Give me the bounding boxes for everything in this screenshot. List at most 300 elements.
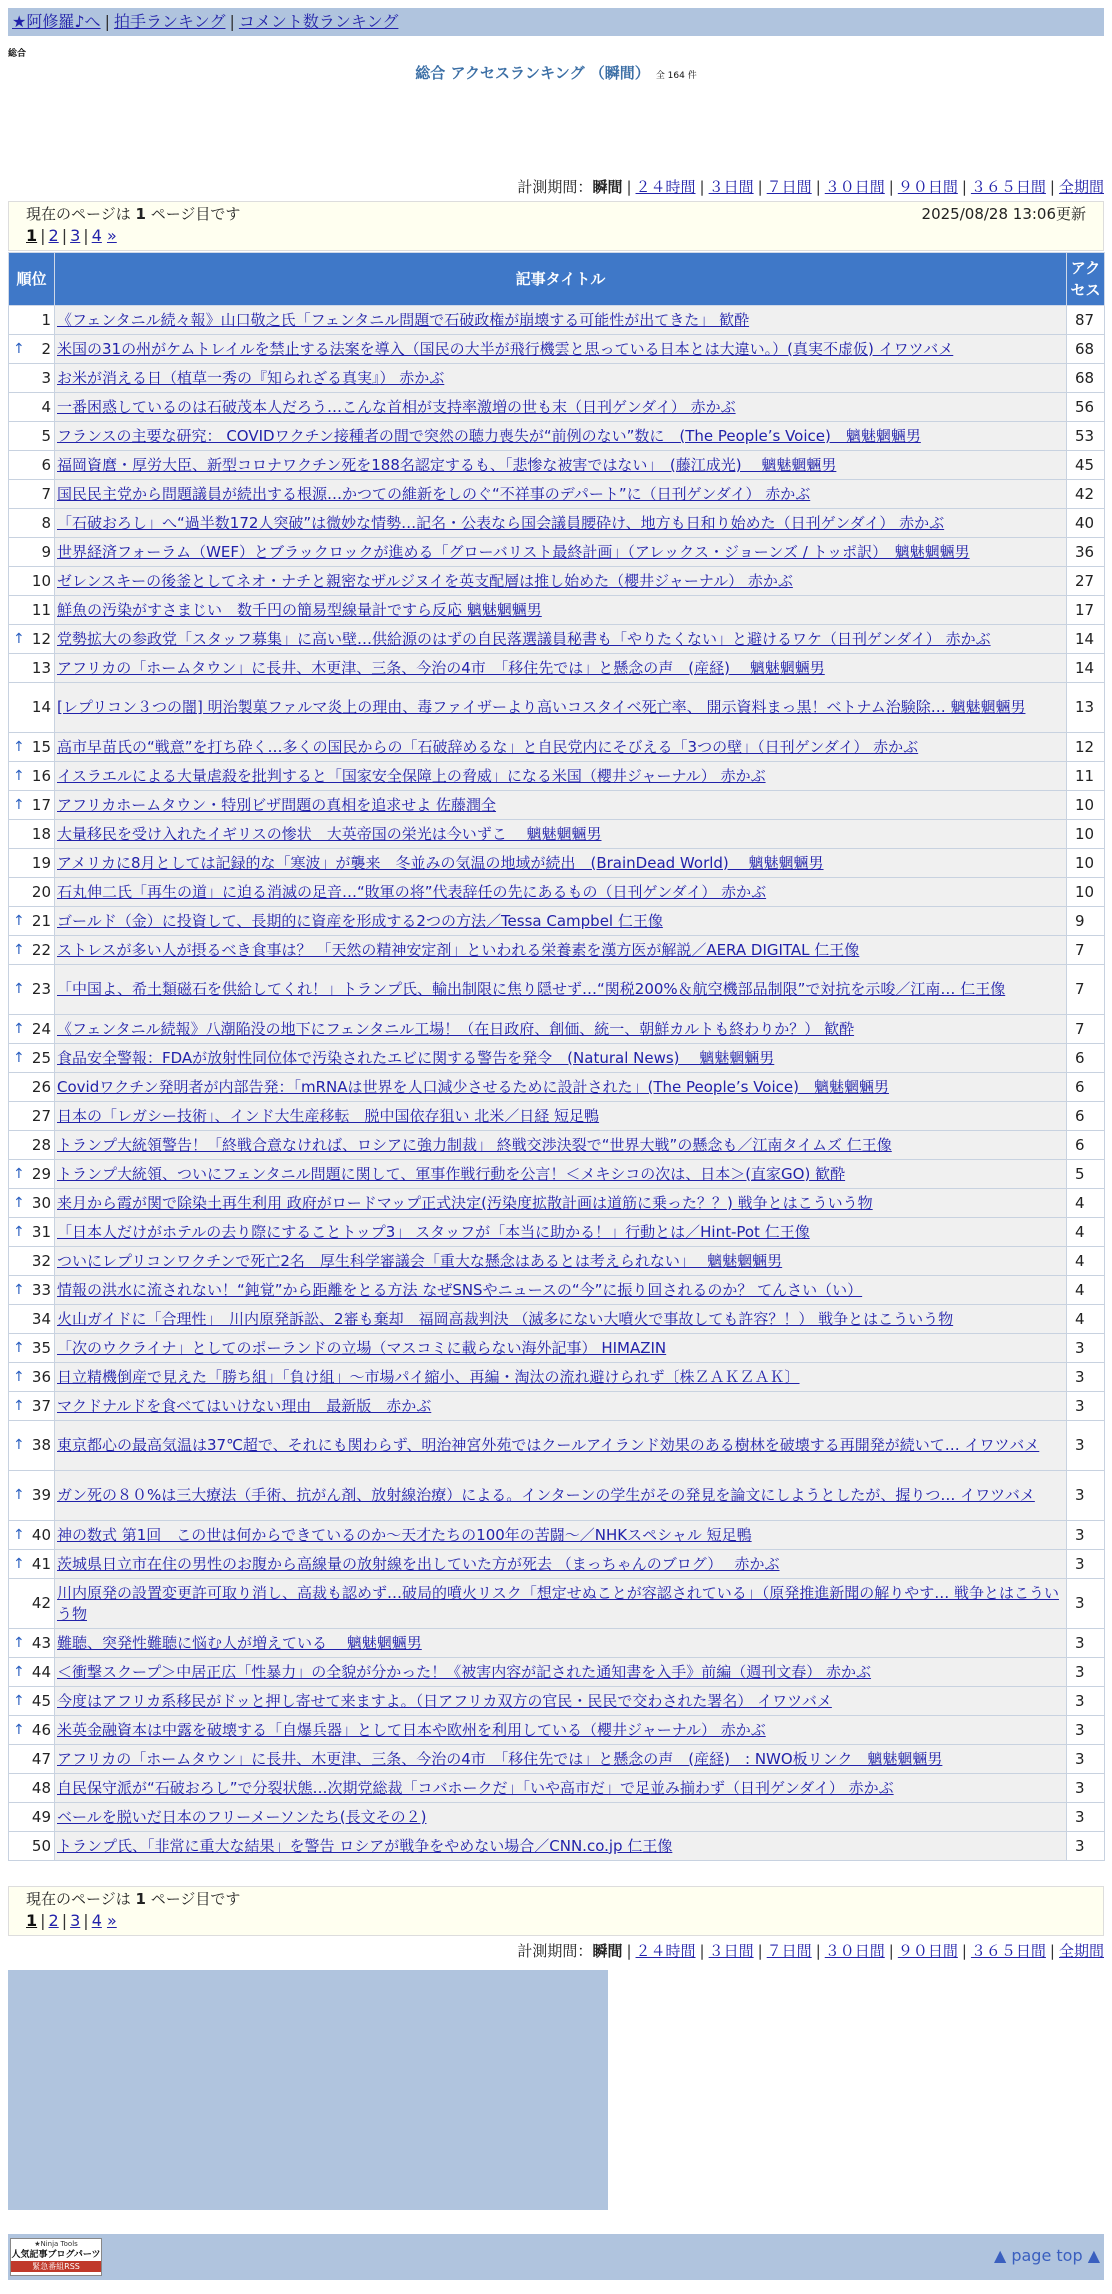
article-link[interactable]: ゴールド（金）に投資して、長期的に資産を形成する2つの方法／Tessa Campbel 仁王像	[57, 911, 663, 930]
article-link[interactable]: 食品安全警報：FDAが放射性同位体で汚染されたエビに関する警告を発令 (Natural News) 魑魅魍魎男	[57, 1048, 775, 1067]
period-option-link[interactable]: 全期間	[1058, 1942, 1104, 1960]
article-link[interactable]: イスラエルによる大量虐殺を批判すると「国家安全保障上の脅威」になる米国（櫻井ジャーナル） 赤かぶ	[57, 766, 766, 785]
ranking-row	[9, 1334, 1105, 1363]
article-link[interactable]: 「日本人だけがホテルの去り際にすることトップ3」 スタッフが「本当に助かる！」行動とは／Hint-Pot 仁王像	[57, 1222, 810, 1241]
rank-cell	[9, 596, 55, 625]
article-link[interactable]: ゼレンスキーの後釜としてネオ・ナチと親密なザルジヌイを英支配層は推し始めた（櫻井ジャーナル） 赤かぶ	[57, 571, 793, 590]
article-link[interactable]: トランプ大統領、ついにフェンタニル問題に関して、軍事作戦行動を公言！＜メキシコの次は、日本＞(直家GO) 歓酔	[57, 1164, 846, 1183]
access-count: 3	[1067, 1745, 1105, 1774]
title-cell	[55, 762, 1067, 791]
article-link[interactable]: 「石破おろし」へ“過半数172人突破”は微妙な情勢…記名・公表なら国会議員腰砕け、地方も日和り始めた（日刊ゲンダイ） 赤かぶ	[57, 513, 945, 532]
ranking-row	[9, 1832, 1105, 1861]
rank-cell	[9, 878, 55, 907]
ad-area	[8, 1970, 608, 2210]
rank-cell	[9, 733, 55, 762]
rank-up-arrow-icon: ↑	[13, 1437, 25, 1453]
rank-cell	[9, 820, 55, 849]
ranking-row	[9, 1102, 1105, 1131]
rank-up-arrow-icon: ↑	[13, 1721, 25, 1738]
article-link[interactable]: お米が消える日（植草一秀の『知られざる真実』） 赤かぶ	[57, 368, 445, 387]
article-link[interactable]: 《フェンタニル続々報》山口敬之氏「フェンタニル問題で石破政権が崩壊する可能性が出てきた」 歓酔	[57, 310, 750, 329]
rank-number: 8	[41, 513, 51, 532]
access-count: 4	[1067, 1276, 1105, 1305]
period-option-link[interactable]: ７日間	[766, 178, 812, 196]
rank-number: 49	[31, 1807, 51, 1826]
ranking-row	[9, 878, 1105, 907]
article-link[interactable]: 大量移民を受け入れたイギリスの惨状 大英帝国の栄光は今いずこ 魑魅魍魎男	[57, 824, 602, 843]
article-link[interactable]: ＜衝撃スクープ＞中居正広「性暴力」の全貌が分かった！《被害内容が記された通知書を入手》前編（週刊文春） 赤かぶ	[57, 1662, 872, 1681]
article-link[interactable]: 火山ガイドに「合理性」 川内原発訴訟、2審も棄却 福岡高裁判決 （滅多にない大噴火で事故しても許容？！） 戦争とはこういう物	[57, 1309, 954, 1328]
current-page-number: 1	[26, 1911, 38, 1930]
period-label: 計測期間：	[517, 1942, 593, 1960]
access-count: 14	[1067, 654, 1105, 683]
rank-cell	[9, 1015, 55, 1044]
ranking-table	[8, 252, 1105, 1861]
article-link[interactable]: トランプ氏、「非常に重大な結果」を警告 ロシアが戦争をやめない場合／CNN.co.jp 仁王像	[57, 1836, 673, 1855]
ninja-tools-logo[interactable]: ★Ninja Tools 人気記事ブログパーツ 緊急番組RSS	[10, 2238, 102, 2276]
access-count: 40	[1067, 509, 1105, 538]
period-separator: |	[699, 1942, 705, 1960]
period-separator: |	[961, 178, 967, 196]
article-link[interactable]: ベールを脱いだ日本のフリーメーソンたち(長文その２)	[57, 1807, 427, 1826]
ranking-row	[9, 1247, 1105, 1276]
title-cell	[55, 1832, 1067, 1861]
article-link[interactable]: 情報の洪水に流されない！“鈍覚”から距離をとる方法 なぜSNSやニュースの“今”に振り回されるのか？ てんさい（い）	[57, 1280, 863, 1299]
ranking-row	[9, 791, 1105, 820]
ranking-row	[9, 1550, 1105, 1579]
page-info-bottom	[8, 1886, 1104, 1936]
title-cell	[55, 907, 1067, 936]
rank-up-arrow-icon: ↑	[13, 1692, 25, 1709]
ranking-row	[9, 1218, 1105, 1247]
article-link[interactable]: 神の数式 第1回 この世は何からできているのか～天才たちの100年の苦闘～／NHKスペシャル 短足鴨	[57, 1525, 752, 1544]
rank-number: 39	[31, 1486, 51, 1504]
access-count: 5	[1067, 1160, 1105, 1189]
rank-up-arrow-icon: ↑	[13, 1223, 25, 1240]
page-separator: |	[61, 226, 68, 245]
current-page-text: 現在のページは 1 ページ目です	[26, 1890, 241, 1908]
rank-up-arrow-icon: ↑	[13, 1634, 25, 1651]
period-selector-bottom	[517, 1942, 1104, 1960]
article-link[interactable]: ガン死の８０%は三大療法（手術、抗がん剤、放射線治療）による。インターンの学生がその発見を論文にしようとしたが、握りつ… イワツバメ	[57, 1486, 1035, 1504]
rank-number: 7	[41, 484, 51, 503]
clap-ranking-link[interactable]: 拍手ランキング	[113, 12, 226, 31]
access-header: アクセス	[1067, 253, 1105, 306]
access-count: 13	[1067, 683, 1105, 733]
title-cell	[55, 791, 1067, 820]
page-link[interactable]: 3	[70, 1911, 81, 1930]
period-separator: |	[1049, 1942, 1055, 1960]
title-cell	[55, 1334, 1067, 1363]
ranking-row	[9, 1774, 1105, 1803]
article-link[interactable]: 米国の31の州がケムトレイルを禁止する法案を導入（国民の大半が飛行機雲と思っている日本とは大違い。）(真実不虚仮) イワツバメ	[57, 339, 954, 358]
title-cell	[55, 1305, 1067, 1334]
article-link[interactable]: アフリカの「ホームタウン」に長井、木更津、三条、今治の4市 「移住先では」と懸念の声 (産経) : NWO板リンク 魑魅魍魎男	[57, 1749, 943, 1768]
ranking-row	[9, 654, 1105, 683]
rank-cell	[9, 1471, 55, 1521]
rank-up-arrow-icon: ↑	[13, 738, 25, 755]
title-header: 記事タイトル	[55, 253, 1067, 306]
ranking-row	[9, 1073, 1105, 1102]
article-link[interactable]: 日本の「レガシー技術」、インド大生産移転 脱中国依存狙い 北米／日経 短足鴨	[57, 1106, 600, 1125]
ranking-row	[9, 1392, 1105, 1421]
rank-cell	[9, 1305, 55, 1334]
rank-cell	[9, 1160, 55, 1189]
title-cell	[55, 1044, 1067, 1073]
ranking-row	[9, 936, 1105, 965]
home-link[interactable]: ★阿修羅♪へ	[12, 12, 101, 31]
title-cell	[55, 335, 1067, 364]
article-link[interactable]: 今度はアフリカ系移民がドッと押し寄せて来ますよ。（日アフリカ双方の官民・民民で交わされた署名） イワツバメ	[57, 1691, 832, 1710]
ranking-row	[9, 451, 1105, 480]
title-cell	[55, 1218, 1067, 1247]
article-link[interactable]: 東京都心の最高気温は37℃超で、それにも関わらず、明治神宮外苑ではクールアイランド効果のある樹林を破壊する再開発が続いて… イワツバメ	[57, 1436, 1040, 1454]
rank-up-arrow-icon: ↑	[13, 1663, 25, 1680]
rank-up-arrow-icon: ↑	[13, 1487, 25, 1503]
rank-number: 20	[31, 882, 51, 901]
ranking-row	[9, 1160, 1105, 1189]
rank-up-arrow-icon: ↑	[13, 1049, 25, 1066]
rank-up-arrow-icon: ↑	[13, 1397, 25, 1414]
page-separator: |	[61, 1911, 68, 1930]
rank-cell	[9, 451, 55, 480]
ranking-row	[9, 306, 1105, 335]
access-count: 87	[1067, 306, 1105, 335]
access-count: 6	[1067, 1102, 1105, 1131]
pagination-top	[26, 225, 1086, 246]
period-option-link[interactable]: ３６５日間	[970, 178, 1046, 196]
article-link[interactable]: 一番困惑しているのは石破茂本人だろう…こんな首相が支持率激増の世も末（日刊ゲンダイ） 赤かぶ	[57, 397, 736, 416]
ranking-row	[9, 480, 1105, 509]
article-link[interactable]: アフリカホームタウン・特別ビザ問題の真相を追求せよ 佐藤潤全	[57, 795, 497, 814]
access-count: 4	[1067, 1247, 1105, 1276]
rank-number: 5	[41, 426, 51, 445]
rank-number: 47	[31, 1749, 51, 1768]
title-cell	[55, 625, 1067, 654]
article-link[interactable]: 自民保守派が“石破おろし”で分裂状態…次期党総裁「コバホークだ」「いや高市だ」で足並み揃わず（日刊ゲンダイ） 赤かぶ	[57, 1778, 894, 1797]
title-cell	[55, 451, 1067, 480]
title-cell	[55, 654, 1067, 683]
rank-cell	[9, 936, 55, 965]
title-cell	[55, 1247, 1067, 1276]
ranking-row	[9, 1803, 1105, 1832]
title-cell	[55, 393, 1067, 422]
period-option-link[interactable]: ７日間	[766, 1942, 812, 1960]
access-count: 42	[1067, 480, 1105, 509]
access-count: 3	[1067, 1687, 1105, 1716]
rank-up-arrow-icon: ↑	[13, 1526, 25, 1543]
title-cell	[55, 1392, 1067, 1421]
period-selector-top	[517, 178, 1104, 196]
rank-cell	[9, 1392, 55, 1421]
article-link[interactable]: 日立精機倒産で見えた「勝ち組」「負け組」～市場パイ縮小、再編・淘汰の流れ避けられず〔株ＺＡＫＺＡＫ〕	[57, 1367, 800, 1386]
rank-number: 19	[31, 853, 51, 872]
ranking-row	[9, 509, 1105, 538]
rank-cell	[9, 1276, 55, 1305]
comment-ranking-link[interactable]: コメント数ランキング	[238, 12, 399, 31]
rank-cell	[9, 1131, 55, 1160]
period-current: 瞬間	[592, 1942, 623, 1960]
period-label: 計測期間：	[517, 178, 593, 196]
title-cell	[55, 1131, 1067, 1160]
page-link[interactable]: 4	[91, 226, 102, 245]
period-separator: |	[699, 178, 705, 196]
ranking-row	[9, 1521, 1105, 1550]
article-link[interactable]: 来月から霞が関で除染土再生利用 政府がロードマップ正式決定(汚染度拡散計画は道筋に乗った？？) 戦争とはこういう物	[57, 1193, 873, 1212]
access-count: 45	[1067, 451, 1105, 480]
title-cell	[55, 480, 1067, 509]
article-link[interactable]: 石丸伸二氏「再生の道」に迫る消滅の足音…“敗軍の将”代表辞任の先にあるもの（日刊ゲンダイ） 赤かぶ	[57, 882, 767, 901]
rank-number: 27	[31, 1106, 51, 1125]
ranking-row	[9, 733, 1105, 762]
title-cell	[55, 1579, 1067, 1629]
rank-cell	[9, 567, 55, 596]
rank-cell	[9, 306, 55, 335]
access-count: 7	[1067, 1015, 1105, 1044]
ranking-title: 総合 アクセスランキング （瞬間）	[415, 64, 650, 82]
title-cell	[55, 683, 1067, 733]
access-count: 3	[1067, 1579, 1105, 1629]
rank-cell	[9, 1247, 55, 1276]
article-link[interactable]: マクドナルドを食べてはいけない理由 最新版 赤かぶ	[57, 1396, 432, 1415]
ranking-row	[9, 1276, 1105, 1305]
period-separator: |	[626, 1942, 632, 1960]
article-link[interactable]: 高市早苗氏の“戦意”を打ち砕く…多くの国民からの「石破辞めるな」と自民党内にそびえる「3つの壁」（日刊ゲンダイ） 赤かぶ	[57, 737, 919, 756]
article-link[interactable]: 「次のウクライナ」としてのポーランドの立場（マスコミに載らない海外記事） HIMAZIN	[57, 1338, 667, 1357]
title-cell	[55, 1521, 1067, 1550]
access-count: 10	[1067, 849, 1105, 878]
period-option-link[interactable]: ３日間	[708, 1942, 754, 1960]
ranking-row	[9, 364, 1105, 393]
period-option-link[interactable]: ９０日間	[897, 178, 958, 196]
rank-cell	[9, 1073, 55, 1102]
period-option-link[interactable]: ２４時間	[635, 1942, 696, 1960]
article-link[interactable]: Covidワクチン発明者が内部告発：「mRNAは世界を人口減少させるために設計された」(The People’s Voice) 魑魅魍魎男	[57, 1077, 889, 1096]
rank-up-arrow-icon: ↑	[13, 981, 25, 997]
article-link[interactable]: 世界経済フォーラム（WEF）とブラックロックが進める「グローバリスト最終計画」（アレックス・ジョーンズ / トッポ訳） 魑魅魍魎男	[57, 542, 970, 561]
category-label: 総合	[8, 49, 27, 59]
rank-cell	[9, 762, 55, 791]
ranking-row	[9, 1421, 1105, 1471]
article-link[interactable]: 鮮魚の汚染がすさまじい 数千円の簡易型線量計ですら反応 魑魅魍魎男	[57, 600, 542, 619]
access-count: 10	[1067, 878, 1105, 907]
access-count: 6	[1067, 1131, 1105, 1160]
access-count: 53	[1067, 422, 1105, 451]
rank-cell	[9, 849, 55, 878]
article-link[interactable]: 難聴、突発性難聴に悩む人が増えている 魑魅魍魎男	[57, 1633, 422, 1652]
title-cell	[55, 1629, 1067, 1658]
rank-cell	[9, 335, 55, 364]
rank-cell	[9, 1745, 55, 1774]
period-option-link[interactable]: ３６５日間	[970, 1942, 1046, 1960]
page-link[interactable]: 2	[48, 226, 59, 245]
pagination-bottom	[26, 1910, 1086, 1931]
period-option-link[interactable]: ９０日間	[897, 1942, 958, 1960]
access-count: 3	[1067, 1803, 1105, 1832]
rank-number: 30	[31, 1193, 51, 1212]
rank-up-arrow-icon: ↑	[13, 767, 25, 784]
rank-number: 35	[31, 1338, 51, 1357]
article-link[interactable]: フランスの主要な研究： COVIDワクチン接種者の間で突然の聴力喪失が“前例のない”数に (The People’s Voice) 魑魅魍魎男	[57, 426, 921, 445]
rank-number: 14	[31, 698, 51, 716]
page-separator: |	[40, 1911, 46, 1930]
page-link[interactable]: 2	[48, 1911, 59, 1930]
article-link[interactable]: 《フェンタニル続報》八潮陥没の地下にフェンタニル工場！（在日政府、創価、統一、朝鮮カルトも終わりか？） 歓酔	[57, 1019, 855, 1038]
ranking-row	[9, 538, 1105, 567]
access-count: 4	[1067, 1189, 1105, 1218]
rank-cell	[9, 1832, 55, 1861]
period-separator: |	[1049, 178, 1055, 196]
rank-up-arrow-icon: ↑	[13, 1020, 25, 1037]
title-cell	[55, 509, 1067, 538]
title-cell	[55, 1550, 1067, 1579]
article-link[interactable]: ついにレプリコンワクチンで死亡2名 厚生科学審議会「重大な懸念はあるとは考えられない」 魑魅魍魎男	[57, 1251, 783, 1270]
rank-number: 15	[31, 737, 51, 756]
rank-number: 9	[41, 542, 51, 561]
title-cell	[55, 1803, 1067, 1832]
access-count: 36	[1067, 538, 1105, 567]
footer	[8, 2234, 1104, 2280]
title-cell	[55, 422, 1067, 451]
article-link[interactable]: ストレスが多い人が摂るべき食事は？ 「天然の精神安定剤」といわれる栄養素を漢方医が解説／AERA DIGITAL 仁王像	[57, 940, 860, 959]
rank-cell	[9, 422, 55, 451]
access-count: 4	[1067, 1305, 1105, 1334]
rank-number: 38	[31, 1436, 51, 1454]
rank-cell	[9, 364, 55, 393]
rank-cell	[9, 654, 55, 683]
rank-number: 31	[31, 1222, 51, 1241]
rank-number: 18	[31, 824, 51, 843]
ranking-row	[9, 1305, 1105, 1334]
title-cell	[55, 936, 1067, 965]
rank-number: 11	[31, 600, 51, 619]
ranking-row	[9, 1687, 1105, 1716]
rank-cell	[9, 1774, 55, 1803]
title-cell	[55, 849, 1067, 878]
rank-number: 4	[41, 397, 51, 416]
page-separator: |	[83, 226, 89, 245]
article-link[interactable]: トランプ大統領警告！「終戦合意なければ、ロシアに強力制裁」 終戦交渉決裂で“世界大戦”の懸念も／江南タイムズ 仁王像	[57, 1135, 892, 1154]
page-link[interactable]: 3	[70, 226, 81, 245]
access-count: 68	[1067, 335, 1105, 364]
ranking-row	[9, 1015, 1105, 1044]
period-separator: |	[961, 1942, 967, 1960]
ranking-row	[9, 849, 1105, 878]
period-option-link[interactable]: ２４時間	[635, 178, 696, 196]
rank-number: 16	[31, 766, 51, 785]
rank-number: 33	[31, 1280, 51, 1299]
rank-number: 21	[31, 911, 51, 930]
rank-cell	[9, 1579, 55, 1629]
next-page-link[interactable]: »	[106, 226, 117, 245]
article-link[interactable]: 国民民主党から問題議員が続出する根源…かつての維新をしのぐ“不祥事のデパート”に（日刊ゲンダイ） 赤かぶ	[57, 484, 811, 503]
page-link[interactable]: 4	[91, 1911, 102, 1930]
rank-up-arrow-icon: ↑	[13, 912, 25, 929]
ranking-row	[9, 393, 1105, 422]
title-cell	[55, 1189, 1067, 1218]
rank-number: 6	[41, 455, 51, 474]
title-cell	[55, 306, 1067, 335]
article-link[interactable]: アメリカに8月としては記録的な「寒波」が襲来 冬並みの気温の地域が続出 (BrainDead World) 魑魅魍魎男	[57, 853, 824, 872]
article-link[interactable]: 「中国よ、希土類磁石を供給してくれ！」トランプ氏、輸出制限に焦り隠せず…“関税200%＆航空機部品制限”で対抗を示唆／江南… 仁王像	[57, 980, 1006, 998]
rank-cell	[9, 1421, 55, 1471]
period-option-link[interactable]: ３０日間	[824, 178, 885, 196]
rank-number: 10	[31, 571, 51, 590]
ranking-row	[9, 1131, 1105, 1160]
article-link[interactable]: 党勢拡大の参政党「スタッフ募集」に高い壁…供給源のはずの自民落選議員秘書も「やりたくない」と避けるワケ（日刊ゲンダイ） 赤かぶ	[57, 629, 991, 648]
title-cell	[55, 1745, 1067, 1774]
ranking-row	[9, 762, 1105, 791]
access-count: 7	[1067, 936, 1105, 965]
access-count: 10	[1067, 791, 1105, 820]
access-count: 3	[1067, 1334, 1105, 1363]
nav-separator: |	[229, 12, 235, 31]
rank-number: 46	[31, 1720, 51, 1739]
article-link[interactable]: 福岡資麿・厚労大臣、新型コロナワクチン死を188名認定するも、「悲惨な被害ではない」 (藤江成光) 魑魅魍魎男	[57, 455, 837, 474]
title-cell	[55, 1658, 1067, 1687]
access-count: 3	[1067, 1716, 1105, 1745]
article-link[interactable]: 川内原発の設置変更許可取り消し、高裁も認めず…破局的噴火リスク「想定せぬことが容認されている」（原発推進新聞の解りやす… 戦争とはこういう物	[57, 1583, 1059, 1623]
rank-number: 40	[31, 1525, 51, 1544]
page-top-link[interactable]: ▲ page top ▲	[993, 2246, 1100, 2265]
access-count: 11	[1067, 762, 1105, 791]
rank-number: 34	[31, 1309, 51, 1328]
current-page-text: 現在のページは 1 ページ目です	[26, 205, 241, 223]
ranking-row	[9, 1658, 1105, 1687]
rank-cell	[9, 1044, 55, 1073]
period-option-link[interactable]: ３日間	[708, 178, 754, 196]
period-separator: |	[815, 178, 821, 196]
article-link[interactable]: [レプリコン３つの闇] 明治製菓ファルマ炎上の理由、毒ファイザーより高いコスタイベ死亡率、 開示資料まっ黒！ベトナム治験除… 魑魅魍魎男	[57, 698, 1026, 716]
period-option-link[interactable]: ３０日間	[824, 1942, 885, 1960]
ranking-row	[9, 683, 1105, 733]
access-count: 9	[1067, 907, 1105, 936]
title-cell	[55, 1160, 1067, 1189]
access-count: 3	[1067, 1550, 1105, 1579]
rank-up-arrow-icon: ↑	[13, 796, 25, 813]
rank-number: 42	[31, 1594, 51, 1612]
period-separator: |	[815, 1942, 821, 1960]
ranking-row	[9, 820, 1105, 849]
next-page-link[interactable]: »	[106, 1911, 117, 1930]
rank-up-arrow-icon: ↑	[13, 340, 25, 357]
access-count: 3	[1067, 1392, 1105, 1421]
title-cell	[55, 567, 1067, 596]
rank-cell	[9, 538, 55, 567]
rank-cell	[9, 393, 55, 422]
rank-cell	[9, 1334, 55, 1363]
ranking-row	[9, 596, 1105, 625]
ranking-row	[9, 335, 1105, 364]
rank-cell	[9, 683, 55, 733]
rank-cell	[9, 1363, 55, 1392]
access-count: 3	[1067, 1658, 1105, 1687]
article-link[interactable]: 茨城県日立市在住の男性のお腹から高線量の放射線を出していた方が死去 （まっちゃんのブログ） 赤かぶ	[57, 1554, 780, 1573]
rank-number: 1	[41, 310, 51, 329]
rank-cell	[9, 965, 55, 1015]
rank-cell	[9, 1189, 55, 1218]
title-cell	[55, 1774, 1067, 1803]
title-cell	[55, 1015, 1067, 1044]
rank-number: 24	[31, 1019, 51, 1038]
current-page-number: 1	[26, 226, 38, 245]
article-link[interactable]: アフリカの「ホームタウン」に長井、木更津、三条、今治の4市 「移住先では」と懸念の声 (産経) 魑魅魍魎男	[57, 658, 825, 677]
rank-number: 44	[31, 1662, 51, 1681]
rank-cell	[9, 1218, 55, 1247]
period-option-link[interactable]: 全期間	[1058, 178, 1104, 196]
ranking-row	[9, 422, 1105, 451]
article-link[interactable]: 米英金融資本は中露を破壊する「自爆兵器」として日本や欧州を利用している（櫻井ジャーナル） 赤かぶ	[57, 1720, 766, 1739]
